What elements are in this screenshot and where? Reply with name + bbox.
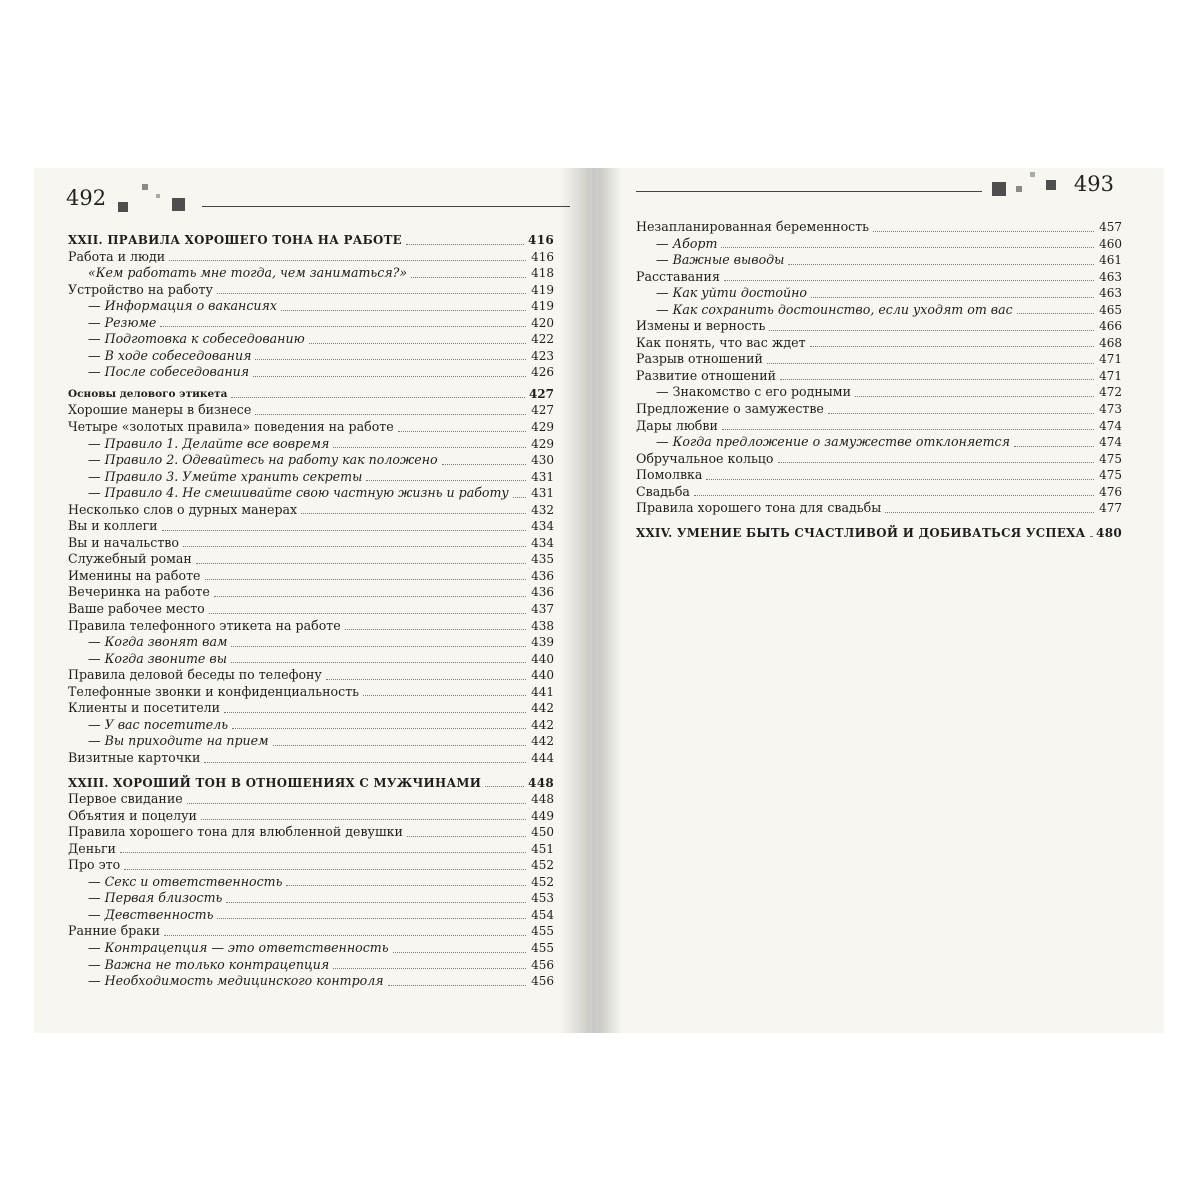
dot-leader bbox=[253, 372, 526, 377]
toc-entry bbox=[68, 973, 554, 990]
entry-title: Дары любви bbox=[636, 417, 718, 433]
toc-entry bbox=[68, 700, 554, 717]
toc-entry bbox=[68, 791, 554, 808]
entry-page-number: 471 bbox=[1099, 368, 1122, 383]
toc-entry bbox=[68, 717, 554, 734]
entry-title: Помолвка bbox=[636, 467, 703, 483]
dot-leader bbox=[398, 427, 526, 432]
toc-entry bbox=[68, 824, 554, 841]
entry-title: — После собеседования bbox=[88, 364, 250, 380]
toc-entry bbox=[636, 401, 1122, 418]
toc-entry bbox=[68, 485, 554, 502]
dot-leader bbox=[201, 815, 526, 820]
dot-leader bbox=[767, 359, 1094, 364]
entry-page-number: 457 bbox=[1099, 220, 1122, 234]
entry-title: — Когда предложение о замужестве отклоняется bbox=[656, 434, 1010, 450]
entry-page-number: 454 bbox=[531, 907, 554, 922]
toc-entry bbox=[68, 502, 554, 519]
entry-page-number: 431 bbox=[531, 486, 554, 501]
dot-leader bbox=[124, 865, 526, 870]
toc-entry bbox=[68, 265, 554, 282]
entry-title: — В ходе собеседования bbox=[88, 347, 252, 363]
entry-title: — Секс и ответственность bbox=[88, 873, 283, 889]
toc-entry bbox=[68, 282, 554, 299]
toc-entry bbox=[636, 351, 1122, 368]
toc-entry bbox=[636, 318, 1122, 335]
entry-page-number: 460 bbox=[1099, 236, 1122, 251]
toc-entry bbox=[68, 907, 554, 924]
entry-page-number: 455 bbox=[531, 924, 554, 939]
dot-leader bbox=[309, 339, 526, 344]
dot-leader bbox=[513, 493, 526, 498]
toc-entry bbox=[636, 335, 1122, 352]
entry-title: — Знакомство с его родными bbox=[656, 384, 851, 400]
entry-page-number: 448 bbox=[528, 775, 554, 790]
toc-entry bbox=[68, 808, 554, 825]
dot-leader bbox=[205, 575, 527, 580]
toc-entry bbox=[68, 874, 554, 891]
dot-leader bbox=[333, 443, 526, 448]
dot-leader bbox=[345, 625, 526, 630]
entry-title: — Аборт bbox=[656, 235, 718, 251]
entry-page-number: 475 bbox=[1099, 468, 1122, 483]
toc-entry bbox=[68, 634, 554, 651]
entry-page-number: 448 bbox=[531, 792, 554, 807]
entry-page-number: 472 bbox=[1099, 385, 1122, 400]
dot-leader bbox=[442, 460, 526, 465]
entry-title: — Информация о вакансиях bbox=[88, 298, 277, 314]
entry-title: Развитие отношений bbox=[636, 367, 777, 383]
entry-title: — Контрацепция — это ответственность bbox=[88, 939, 389, 955]
entry-title: Именины на работе bbox=[68, 567, 201, 583]
table-of-contents bbox=[636, 219, 1122, 541]
entry-page-number: 452 bbox=[531, 874, 554, 889]
entry-page-number: 434 bbox=[531, 535, 554, 550]
entry-title: Деньги bbox=[68, 840, 116, 856]
toc-entry bbox=[68, 436, 554, 453]
dot-leader bbox=[1014, 442, 1094, 447]
entry-title: — Когда звоните вы bbox=[88, 650, 227, 666]
entry-page-number: 432 bbox=[531, 502, 554, 517]
entry-title: Измены и верность bbox=[636, 318, 766, 334]
entry-page-number: 456 bbox=[531, 974, 554, 989]
toc-entry bbox=[68, 618, 554, 635]
entry-title: — Первая близость bbox=[88, 890, 223, 906]
dot-leader bbox=[183, 542, 526, 547]
dot-leader bbox=[231, 642, 526, 647]
entry-page-number: 465 bbox=[1099, 302, 1122, 317]
entry-title: Свадьба bbox=[636, 483, 690, 499]
dot-leader bbox=[286, 881, 526, 886]
decorative-square bbox=[1016, 186, 1022, 192]
dot-leader bbox=[255, 355, 526, 360]
entry-title: Визитные карточки bbox=[68, 749, 201, 765]
dot-leader bbox=[196, 559, 526, 564]
entry-title: Незапланированная беременность bbox=[636, 219, 870, 234]
entry-title: — Вы приходите на прием bbox=[88, 733, 269, 749]
entry-page-number: 436 bbox=[531, 585, 554, 600]
dot-leader bbox=[162, 526, 526, 531]
entry-title: «Кем работать мне тогда, чем заниматься?» bbox=[88, 265, 408, 281]
entry-page-number: 420 bbox=[531, 315, 554, 330]
entry-page-number: 453 bbox=[531, 891, 554, 906]
dot-leader bbox=[326, 675, 526, 680]
dot-leader bbox=[769, 326, 1094, 331]
toc-entry bbox=[636, 252, 1122, 269]
toc-entry bbox=[68, 733, 554, 750]
dot-leader bbox=[706, 475, 1094, 480]
dot-leader bbox=[873, 227, 1094, 232]
entry-page-number: 474 bbox=[1099, 435, 1122, 450]
entry-page-number: 438 bbox=[531, 618, 554, 633]
table-of-contents bbox=[68, 232, 554, 990]
entry-page-number: 471 bbox=[1099, 352, 1122, 367]
toc-entry bbox=[68, 584, 554, 601]
decorative-square bbox=[172, 198, 185, 211]
entry-page-number: 427 bbox=[531, 403, 554, 418]
decorative-square bbox=[1046, 180, 1056, 190]
entry-page-number: 441 bbox=[531, 684, 554, 699]
entry-title: XXIII. ХОРОШИЙ ТОН В ОТНОШЕНИЯХ С МУЖЧИНАМИ bbox=[68, 775, 482, 790]
toc-entry bbox=[68, 940, 554, 957]
toc-entry bbox=[68, 402, 554, 419]
dot-leader bbox=[366, 476, 526, 481]
dot-leader bbox=[231, 393, 524, 398]
entry-page-number: 419 bbox=[531, 299, 554, 314]
dot-leader bbox=[333, 964, 526, 969]
toc-entry bbox=[68, 651, 554, 668]
entry-title: — Правило 4. Не смешивайте свою частную жизнь и работу bbox=[88, 485, 509, 501]
entry-page-number: 434 bbox=[531, 519, 554, 534]
entry-title: — Подготовка к собеседованию bbox=[88, 331, 305, 347]
spacer bbox=[68, 767, 554, 775]
entry-title: Ранние браки bbox=[68, 923, 161, 939]
toc-entry bbox=[68, 419, 554, 436]
entry-page-number: 475 bbox=[1099, 451, 1122, 466]
toc-entry bbox=[636, 368, 1122, 385]
entry-title: Первое свидание bbox=[68, 791, 183, 807]
toc-entry bbox=[68, 857, 554, 874]
dot-leader bbox=[214, 592, 526, 597]
entry-page-number: 456 bbox=[531, 957, 554, 972]
entry-page-number: 463 bbox=[1099, 286, 1122, 301]
toc-entry bbox=[68, 331, 554, 348]
dot-leader bbox=[393, 948, 526, 953]
entry-title: — Правило 2. Одевайтесь на работу как положено bbox=[88, 452, 438, 468]
entry-page-number: 440 bbox=[531, 668, 554, 683]
entry-title: Ваше рабочее место bbox=[68, 601, 205, 617]
entry-title: Работа и люди bbox=[68, 248, 166, 264]
toc-entry bbox=[636, 484, 1122, 501]
entry-page-number: 451 bbox=[531, 841, 554, 856]
left-page bbox=[34, 168, 590, 1033]
dot-leader bbox=[855, 392, 1094, 397]
dot-leader bbox=[406, 240, 524, 245]
entry-page-number: 476 bbox=[1099, 484, 1122, 499]
entry-page-number: 473 bbox=[1099, 402, 1122, 417]
entry-page-number: 436 bbox=[531, 568, 554, 583]
entry-title: Несколько слов о дурных манерах bbox=[68, 501, 298, 517]
dot-leader bbox=[1090, 532, 1093, 537]
dot-leader bbox=[232, 724, 526, 729]
entry-title: Разрыв отношений bbox=[636, 351, 763, 367]
entry-title: XXII. ПРАВИЛА ХОРОШЕГО ТОНА НА РАБОТЕ bbox=[68, 233, 402, 247]
toc-entry bbox=[68, 841, 554, 858]
entry-page-number: 450 bbox=[531, 825, 554, 840]
toc-entry bbox=[68, 551, 554, 568]
dot-leader bbox=[164, 931, 526, 936]
entry-page-number: 435 bbox=[531, 552, 554, 567]
entry-title: — Когда звонят вам bbox=[88, 634, 228, 650]
entry-title: Вы и коллеги bbox=[68, 518, 158, 534]
entry-title: — Резюме bbox=[88, 314, 157, 330]
toc-entry bbox=[636, 269, 1122, 286]
decorative-square bbox=[992, 182, 1006, 196]
entry-title: Правила деловой беседы по телефону bbox=[68, 667, 322, 683]
toc-chapter-entry bbox=[68, 775, 554, 792]
dot-leader bbox=[485, 782, 524, 787]
toc-entry bbox=[68, 348, 554, 365]
entry-title: — Правило 1. Делайте все вовремя bbox=[88, 435, 330, 451]
toc-entry bbox=[636, 384, 1122, 401]
entry-title: Вы и начальство bbox=[68, 534, 179, 550]
toc-entry bbox=[636, 285, 1122, 302]
entry-title: Правила хорошего тона для влюбленной девушки bbox=[68, 824, 403, 840]
entry-page-number: 480 bbox=[1096, 525, 1122, 540]
dot-leader bbox=[209, 609, 526, 614]
dot-leader bbox=[204, 758, 526, 763]
dot-leader bbox=[169, 256, 526, 261]
toc-entry bbox=[68, 750, 554, 767]
toc-entry bbox=[68, 469, 554, 486]
entry-page-number: 444 bbox=[531, 750, 554, 765]
toc-entry bbox=[68, 601, 554, 618]
entry-page-number: 477 bbox=[1099, 501, 1122, 516]
entry-title: Расставания bbox=[636, 268, 720, 284]
dot-leader bbox=[885, 508, 1094, 513]
entry-title: — Необходимость медицинского контроля bbox=[88, 973, 384, 989]
toc-entry bbox=[68, 298, 554, 315]
toc-entry bbox=[636, 500, 1122, 517]
toc-entry bbox=[68, 923, 554, 940]
entry-page-number: 431 bbox=[531, 469, 554, 484]
dot-leader bbox=[721, 243, 1094, 248]
dot-leader bbox=[828, 409, 1094, 414]
entry-title: Правила телефонного этикета на работе bbox=[68, 617, 341, 633]
dot-leader bbox=[217, 914, 526, 919]
toc-entry bbox=[68, 364, 554, 381]
entry-page-number: 474 bbox=[1099, 418, 1122, 433]
toc-entry bbox=[68, 568, 554, 585]
toc-section-entry bbox=[68, 386, 554, 403]
entry-title: — У вас посетитель bbox=[88, 716, 229, 732]
dot-leader bbox=[780, 375, 1094, 380]
entry-page-number: 463 bbox=[1099, 269, 1122, 284]
entry-page-number: 466 bbox=[1099, 319, 1122, 334]
entry-title: Объятия и поцелуи bbox=[68, 807, 197, 823]
toc-entry bbox=[636, 236, 1122, 253]
entry-page-number: 468 bbox=[1099, 335, 1122, 350]
toc-entry bbox=[68, 315, 554, 332]
toc-entry bbox=[636, 451, 1122, 468]
toc-entry bbox=[68, 957, 554, 974]
entry-page-number: 449 bbox=[531, 808, 554, 823]
entry-page-number: 426 bbox=[531, 365, 554, 380]
toc-chapter-entry bbox=[68, 232, 554, 249]
entry-page-number: 427 bbox=[528, 386, 554, 401]
toc-chapter-entry bbox=[636, 525, 1122, 542]
entry-page-number: 439 bbox=[531, 635, 554, 650]
decorative-square bbox=[142, 184, 148, 190]
dot-leader bbox=[810, 342, 1094, 347]
entry-title: — Как сохранить достоинство, если уходят от вас bbox=[656, 301, 1013, 317]
entry-page-number: 430 bbox=[531, 453, 554, 468]
toc-entry bbox=[636, 434, 1122, 451]
entry-title: Хорошие манеры в бизнесе bbox=[68, 402, 252, 418]
entry-page-number: 442 bbox=[531, 701, 554, 716]
entry-title: Телефонные звонки и конфиденциальность bbox=[68, 683, 360, 699]
dot-leader bbox=[217, 289, 526, 294]
dot-leader bbox=[120, 848, 526, 853]
dot-leader bbox=[407, 832, 526, 837]
header-rule bbox=[202, 206, 570, 207]
decorative-square bbox=[156, 194, 160, 198]
spacer bbox=[636, 517, 1122, 525]
toc-entry bbox=[68, 535, 554, 552]
entry-page-number: 429 bbox=[531, 436, 554, 451]
dot-leader bbox=[160, 322, 526, 327]
dot-leader bbox=[1017, 309, 1094, 314]
entry-title: XXIV. УМЕНИЕ БЫТЬ СЧАСТЛИВОЙ И ДОБИВАТЬСЯ УСПЕХА bbox=[636, 525, 1086, 540]
dot-leader bbox=[411, 273, 526, 278]
dot-leader bbox=[301, 509, 526, 514]
toc-entry bbox=[636, 467, 1122, 484]
entry-title: Предложение о замужестве bbox=[636, 401, 824, 417]
page-number: 492 bbox=[66, 186, 107, 210]
book-gutter-shadow bbox=[560, 168, 622, 1033]
entry-title: Клиенты и посетители bbox=[68, 700, 221, 716]
entry-title: — Правило 3. Умейте хранить секреты bbox=[88, 468, 363, 484]
entry-page-number: 423 bbox=[531, 348, 554, 363]
entry-title: Как понять, что вас ждет bbox=[636, 334, 806, 350]
toc-entry bbox=[636, 302, 1122, 319]
entry-page-number: 416 bbox=[528, 233, 554, 247]
entry-page-number: 422 bbox=[531, 332, 554, 347]
entry-page-number: 455 bbox=[531, 940, 554, 955]
entry-title: Про это bbox=[68, 857, 121, 873]
dot-leader bbox=[255, 410, 526, 415]
dot-leader bbox=[724, 276, 1094, 281]
entry-page-number: 429 bbox=[531, 420, 554, 435]
entry-page-number: 442 bbox=[531, 734, 554, 749]
entry-title: — Важные выводы bbox=[656, 252, 785, 268]
entry-title: Обручальное кольцо bbox=[636, 450, 774, 466]
entry-page-number: 419 bbox=[531, 282, 554, 297]
entry-title: Основы делового этикета bbox=[68, 387, 228, 400]
toc-entry bbox=[68, 890, 554, 907]
decorative-square bbox=[118, 202, 128, 212]
toc-entry bbox=[636, 418, 1122, 435]
entry-title: Устройство на работу bbox=[68, 281, 213, 297]
dot-leader bbox=[722, 425, 1094, 430]
toc-entry bbox=[68, 249, 554, 266]
dot-leader bbox=[187, 799, 526, 804]
dot-leader bbox=[226, 898, 526, 903]
dot-leader bbox=[388, 981, 526, 986]
dot-leader bbox=[273, 741, 526, 746]
entry-title: Вечеринка на работе bbox=[68, 584, 210, 600]
entry-page-number: 452 bbox=[531, 858, 554, 873]
dot-leader bbox=[788, 260, 1094, 265]
dot-leader bbox=[224, 708, 526, 713]
right-page bbox=[598, 168, 1164, 1033]
toc-entry bbox=[68, 518, 554, 535]
dot-leader bbox=[363, 691, 526, 696]
dot-leader bbox=[778, 458, 1095, 463]
decorative-square bbox=[1030, 172, 1035, 177]
toc-entry bbox=[636, 219, 1122, 236]
entry-page-number: 461 bbox=[1099, 253, 1122, 268]
dot-leader bbox=[811, 293, 1094, 298]
entry-page-number: 437 bbox=[531, 602, 554, 617]
dot-leader bbox=[281, 306, 526, 311]
header-rule bbox=[636, 191, 982, 192]
entry-title: — Девственность bbox=[88, 906, 214, 922]
entry-title: Правила хорошего тона для свадьбы bbox=[636, 500, 882, 516]
toc-entry bbox=[68, 684, 554, 701]
entry-page-number: 442 bbox=[531, 717, 554, 732]
entry-title: Служебный роман bbox=[68, 551, 192, 567]
entry-page-number: 440 bbox=[531, 651, 554, 666]
toc-entry bbox=[68, 452, 554, 469]
entry-title: Четыре «золотых правила» поведения на работе bbox=[68, 419, 394, 435]
page-number: 493 bbox=[1073, 172, 1114, 196]
entry-title: — Важна не только контрацепция bbox=[88, 956, 330, 972]
entry-page-number: 418 bbox=[531, 266, 554, 281]
entry-page-number: 416 bbox=[531, 249, 554, 264]
dot-leader bbox=[231, 658, 526, 663]
toc-entry bbox=[68, 667, 554, 684]
entry-title: — Как уйти достойно bbox=[656, 285, 807, 301]
dot-leader bbox=[694, 491, 1094, 496]
